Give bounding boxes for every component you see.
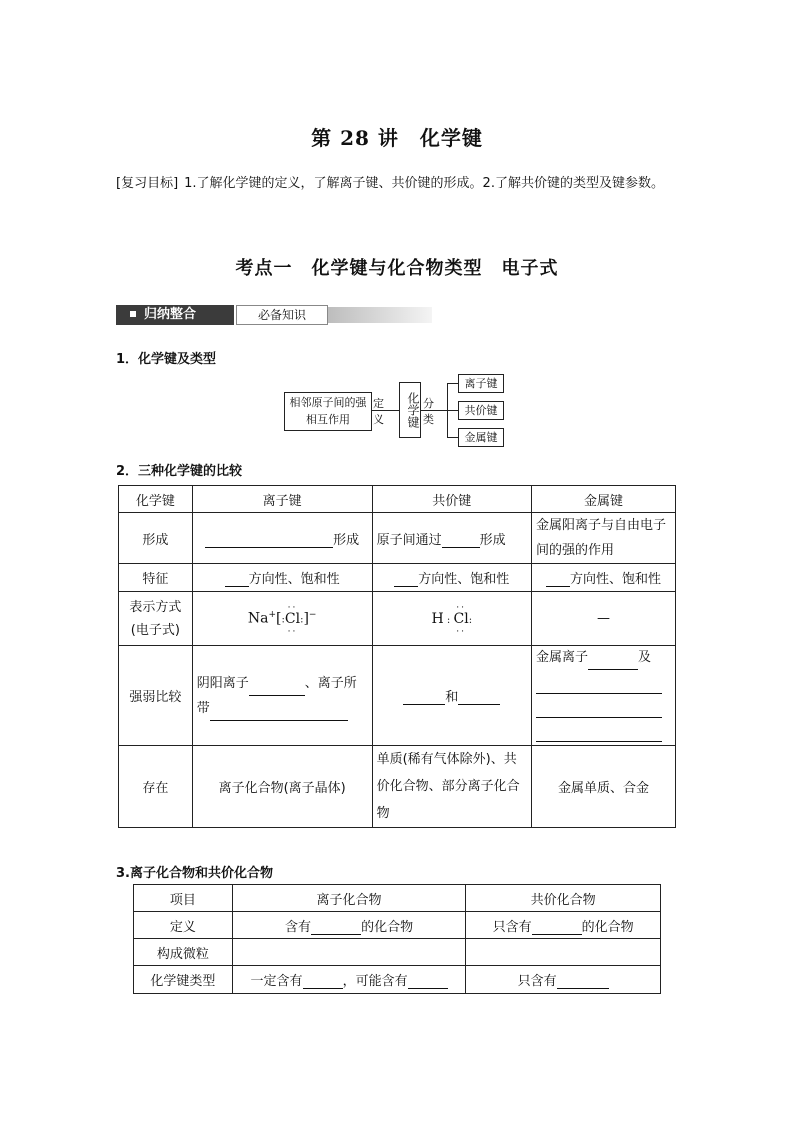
cell-text: ，可能含有	[342, 974, 408, 989]
table-header-row	[134, 885, 661, 912]
cell-text: 的化合物	[361, 919, 414, 935]
covalent-existence-cell: 单质(稀有气体除外)、共价化合物、部分离子化合物	[372, 746, 531, 828]
cell-text: 金属离子	[536, 650, 589, 665]
formula-anion: Cl	[284, 610, 301, 627]
electron-dots-top: ··	[287, 602, 298, 613]
answer-blank[interactable]	[588, 655, 638, 670]
diagram-covalent-bond: 共价键	[458, 401, 504, 420]
table-row-definition	[134, 912, 661, 939]
cell-text: 只含有	[517, 974, 557, 989]
table-row-representation	[119, 592, 676, 646]
bond-comparison-table	[118, 485, 676, 828]
header-cell: 离子化合物	[232, 885, 466, 912]
cell-text: 方向性、饱和性	[570, 572, 662, 587]
diagram-definition-box: 相邻原子间的强相互作用	[284, 392, 372, 431]
covalent-particles-cell[interactable]	[466, 939, 661, 966]
cell-text: 含有	[285, 919, 312, 935]
row-label: 特征	[119, 564, 193, 592]
compound-comparison-table	[133, 884, 661, 994]
header-cell: 离子键	[192, 486, 372, 513]
electron-dots-top: ··	[456, 602, 466, 613]
row-label: 定义	[134, 912, 233, 939]
answer-blank[interactable]	[536, 679, 662, 694]
square-bullet-icon	[130, 311, 136, 317]
diagram-chemical-bond-box: 化学键	[399, 382, 421, 438]
diagram-branch-mid	[447, 410, 458, 411]
banner-dark	[116, 305, 234, 325]
electron-dots-bottom: ··	[456, 626, 466, 637]
answer-blank[interactable]	[536, 727, 662, 742]
diagram-classify-label: 分类	[423, 397, 434, 426]
section-banner	[116, 305, 432, 325]
row-label: 构成微粒	[134, 939, 233, 966]
banner-gradient	[328, 307, 432, 323]
header-cell: 项目	[134, 885, 233, 912]
cell-text: 一定含有	[250, 974, 303, 989]
answer-blank[interactable]	[205, 533, 333, 548]
formula-cation: Na	[247, 610, 269, 627]
row-label: 存在	[119, 746, 193, 828]
answer-blank[interactable]	[394, 572, 418, 587]
header-cell: 共价键	[372, 486, 531, 513]
covalent-bond-type-cell	[466, 966, 661, 994]
answer-blank[interactable]	[408, 974, 448, 989]
row-label: 表示方式(电子式)	[119, 592, 193, 646]
ionic-strength-cell	[192, 646, 372, 746]
formula-cl: Cl	[453, 610, 469, 627]
cell-text: 及	[638, 650, 652, 665]
ionic-formation-cell	[192, 513, 372, 564]
table-row-existence	[119, 746, 676, 828]
cell-text: 形成	[479, 532, 506, 548]
hcl-formula: H : ·· Cl ·· :	[431, 602, 473, 637]
cell-text: 方向性、饱和性	[418, 572, 510, 587]
answer-blank[interactable]	[303, 974, 343, 989]
ionic-definition-cell	[232, 912, 466, 939]
diagram-metallic-bond: 金属键	[458, 428, 504, 447]
metallic-formula-cell: —	[532, 592, 676, 646]
electron-dots-bottom: ··	[287, 626, 298, 637]
goal-text: 1.了解化学键的定义，了解离子键、共价键的形成。2.了解共价键的类型及键参数。	[184, 176, 664, 191]
answer-blank[interactable]	[311, 920, 361, 935]
covalent-feature-cell	[372, 564, 531, 592]
ionic-electron-formula	[192, 592, 372, 646]
diagram-branch-bottom	[447, 437, 458, 438]
metallic-feature-cell	[532, 564, 676, 592]
table-row-particles	[134, 939, 661, 966]
section2-heading: 2．三种化学键的比较	[116, 464, 243, 479]
row-label: 强弱比较	[119, 646, 193, 746]
table-row-formation	[119, 513, 676, 564]
topic-heading: 考点一 化学键与化合物类型 电子式	[235, 258, 559, 279]
goal-tag: [复习目标]	[116, 176, 179, 191]
cell-text: 阴阳离子	[196, 675, 249, 691]
table-row-bond-type	[134, 966, 661, 994]
formula-anion-charge: −	[308, 610, 317, 621]
answer-blank[interactable]	[557, 974, 609, 989]
table-row-strength	[119, 646, 676, 746]
answer-blank[interactable]	[225, 572, 249, 587]
answer-blank[interactable]	[532, 920, 582, 935]
diagram-define-label: 定义	[373, 397, 384, 426]
answer-blank[interactable]	[442, 533, 480, 548]
section1-heading: 1．化学键及类型	[116, 352, 217, 367]
cell-text: 的化合物	[581, 919, 634, 935]
covalent-electron-formula	[372, 592, 531, 646]
cell-text: 原子间通过	[376, 532, 442, 548]
row-label: 化学键类型	[134, 966, 233, 994]
metallic-strength-cell	[532, 646, 676, 746]
diagram-branch-top	[447, 383, 458, 384]
nacl-formula: Na+[: ·· Cl ·· :]−	[247, 602, 317, 637]
header-cell: 共价化合物	[466, 885, 661, 912]
ionic-particles-cell[interactable]	[232, 939, 466, 966]
formula-h: H	[431, 610, 444, 627]
covalent-formation-cell	[372, 513, 531, 564]
covalent-definition-cell	[466, 912, 661, 939]
row-label: 形成	[119, 513, 193, 564]
ionic-existence-cell: 离子化合物(离子晶体)	[192, 746, 372, 828]
answer-blank[interactable]	[546, 572, 570, 587]
answer-blank[interactable]	[403, 690, 445, 705]
metallic-existence-cell: 金属单质、合金	[532, 746, 676, 828]
header-cell: 金属键	[532, 486, 676, 513]
ionic-feature-cell	[192, 564, 372, 592]
cell-text: 只含有	[492, 919, 532, 935]
answer-blank[interactable]	[210, 706, 348, 721]
answer-blank[interactable]	[536, 703, 662, 718]
ionic-bond-type-cell	[232, 966, 466, 994]
cell-text: 形成	[333, 532, 360, 548]
table-header-row	[119, 486, 676, 513]
table-row-feature	[119, 564, 676, 592]
header-cell: 化学键	[119, 486, 193, 513]
section3-heading: 3.离子化合物和共价化合物	[116, 866, 273, 881]
page-title: 第 28 讲 化学键	[311, 126, 483, 150]
diagram-ionic-bond: 离子键	[458, 374, 504, 393]
review-goal	[116, 170, 680, 198]
formula-cation-charge: +	[268, 610, 277, 621]
metallic-formation-cell: 金属阳离子与自由电子间的强的作用	[532, 513, 676, 564]
banner-light-label: 必备知识	[236, 305, 328, 325]
covalent-strength-cell	[372, 646, 531, 746]
banner-dark-label: 归纳整合	[144, 307, 197, 322]
cell-text: 方向性、饱和性	[248, 572, 340, 587]
answer-blank[interactable]	[458, 690, 500, 705]
cell-text: 、离子所带	[196, 675, 357, 716]
cell-text: 和	[445, 690, 459, 705]
answer-blank[interactable]	[249, 681, 305, 696]
